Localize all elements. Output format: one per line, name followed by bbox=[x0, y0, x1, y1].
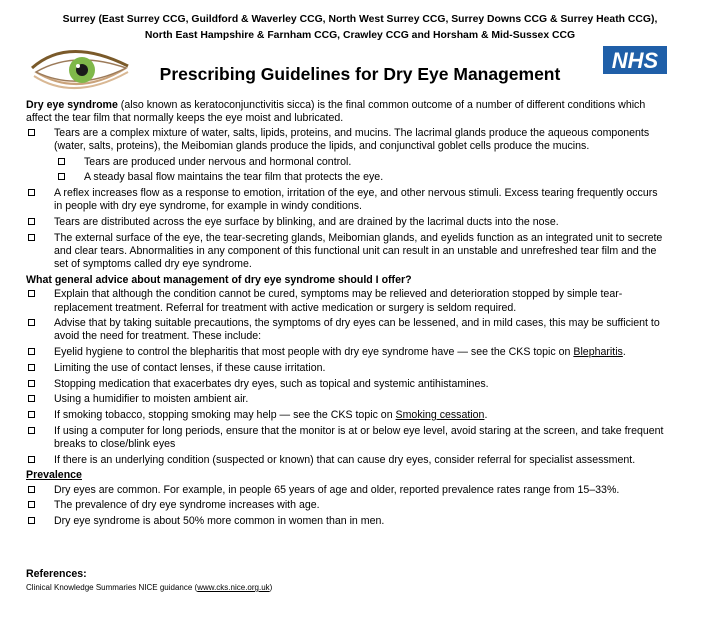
list-item bbox=[26, 409, 666, 422]
intro-text: (also known as keratoconjunctivitis sicca) is the final common outcome of a number of different conditions which affect the tear film that normally keeps the eye moist and lubricated. bbox=[26, 99, 646, 125]
checkbox-bullet-icon bbox=[28, 517, 35, 524]
list-item bbox=[26, 484, 666, 497]
list-item-text: Dry eyes are common. For example, in people 65 years of age and older, reported prevalence rates range from 15–33%. bbox=[54, 483, 620, 496]
list-item-text: A steady basal flow maintains the tear film that protects the eye. bbox=[84, 171, 384, 184]
list-item-text: Limiting the use of contact lenses, if these cause irritation. bbox=[54, 361, 326, 374]
checkbox-bullet-icon bbox=[28, 501, 35, 508]
list-item-text: Eyelid hygiene to control the blepharitis that most people with dry eye syndrome have — see the CKS topic on bbox=[54, 346, 574, 359]
list-item-text: Dry eye syndrome is about 50% more common in women than in men. bbox=[54, 514, 385, 527]
header-line-2: North East Hampshire & Farnham CCG, Crawley CCG and Horsham & Mid-Sussex CCG bbox=[144, 30, 576, 41]
list-item bbox=[26, 288, 666, 315]
list-item bbox=[26, 317, 666, 344]
list-item-text: . bbox=[484, 408, 488, 421]
list-item-text: If using a computer for long periods, ensure that the monitor is at or below eye level, avoid staring at the screen, and take frequent breaks to close/blink eyes bbox=[54, 424, 664, 450]
checkbox-bullet-icon bbox=[28, 411, 35, 418]
checkbox-bullet-icon bbox=[28, 319, 35, 326]
checkbox-bullet-icon bbox=[28, 348, 35, 355]
list-item bbox=[26, 362, 666, 375]
list-item-text: If there is an underlying condition (suspected or known) that can cause dry eyes, consider referral for specialist assessment. bbox=[54, 453, 636, 466]
header-line-1: Surrey (East Surrey CCG, Guildford & Waverley CCG, North West Surrey CCG, Surrey Downs CCG & Surrey Heath CCG), bbox=[62, 14, 658, 25]
checkbox-bullet-icon bbox=[28, 456, 35, 463]
page-title: Prescribing Guidelines for Dry Eye Management bbox=[159, 64, 561, 84]
checkbox-bullet-icon bbox=[28, 380, 35, 387]
references-text bbox=[26, 583, 272, 592]
checkbox-bullet-icon bbox=[28, 364, 35, 371]
list-item bbox=[26, 232, 666, 272]
list-item bbox=[26, 425, 666, 452]
list-item-text: Stopping medication that exacerbates dry eyes, such as topical and systemic antihistamines. bbox=[54, 377, 489, 390]
references-suffix: ) bbox=[269, 583, 273, 592]
advice-heading: What general advice about management of dry eye syndrome should I offer? bbox=[26, 273, 412, 286]
cks-link[interactable]: www.cks.nice.org.uk bbox=[197, 583, 270, 592]
list-item bbox=[26, 346, 666, 359]
list-item-text: Explain that although the condition cannot be cured, symptoms may be relieved and deterioration stopped by simple tear-replacement treatment. Referral for treatment with active medication or surgery is seldom required. bbox=[54, 288, 623, 314]
checkbox-bullet-icon bbox=[28, 395, 35, 402]
checkbox-bullet-icon bbox=[28, 129, 35, 136]
list-item bbox=[26, 156, 666, 169]
list-item-text: The external surface of the eye, the tear-secreting glands, Meibomian glands, and eyelids function as an integrated unit to secrete and clear tears. Abnormalities in any component of this functional unit can result in an unstable and unrefreshed tear film and the set of symptoms called dry eye syndrome. bbox=[54, 231, 663, 271]
checkbox-bullet-icon bbox=[58, 158, 65, 165]
intro-paragraph bbox=[26, 99, 666, 126]
list-item-text: Tears are produced under nervous and hormonal control. bbox=[84, 155, 352, 168]
list-item-text: Tears are distributed across the eye surface by blinking, and are drained by the lacrimal ducts into the nose. bbox=[54, 215, 559, 228]
list-item-text: Using a humidifier to moisten ambient air. bbox=[54, 393, 249, 406]
checkbox-bullet-icon bbox=[58, 173, 65, 180]
list-item bbox=[26, 127, 666, 154]
list-item bbox=[26, 216, 666, 229]
document-body bbox=[26, 99, 666, 531]
list-item bbox=[26, 187, 666, 214]
list-item-text: Tears are a complex mixture of water, salts, lipids, proteins, and mucins. The lacrimal glands produce the aqueous components (water, salts, proteins), the Meibomian glands produce the lipids, and conjunctival goblet cells produce the mucins. bbox=[54, 126, 650, 152]
nhs-logo-text: NHS bbox=[611, 48, 659, 73]
prevalence-heading: Prevalence bbox=[26, 469, 82, 482]
smoking-cessation-link[interactable]: Smoking cessation bbox=[395, 408, 485, 421]
intro-term: Dry eye syndrome bbox=[26, 99, 118, 111]
checkbox-bullet-icon bbox=[28, 218, 35, 225]
list-item-text: If smoking tobacco, stopping smoking may help — see the CKS topic on bbox=[54, 408, 396, 421]
checkbox-bullet-icon bbox=[28, 486, 35, 493]
checkbox-bullet-icon bbox=[28, 427, 35, 434]
checkbox-bullet-icon bbox=[28, 189, 35, 196]
list-item bbox=[26, 454, 666, 467]
references-prefix: Clinical Knowledge Summaries NICE guidance ( bbox=[26, 583, 198, 592]
list-item bbox=[26, 171, 666, 184]
references-heading: References: bbox=[26, 568, 87, 580]
checkbox-bullet-icon bbox=[28, 290, 35, 297]
list-item-text: . bbox=[622, 346, 626, 359]
list-item-text: The prevalence of dry eye syndrome increases with age. bbox=[54, 499, 320, 512]
blepharitis-link[interactable]: Blepharitis bbox=[573, 346, 623, 359]
list-item bbox=[26, 515, 666, 528]
list-item-text: A reflex increases flow as a response to emotion, irritation of the eye, and other nervous stimuli. Excess tearing frequently occurs in people with dry eye syndrome, for example in windy conditions. bbox=[54, 186, 658, 213]
list-item bbox=[26, 393, 666, 406]
checkbox-bullet-icon bbox=[28, 234, 35, 241]
document-header bbox=[0, 12, 720, 44]
list-item-text: Advise that by taking suitable precautions, the symptoms of dry eyes can be lessened, and in mild cases, this may be sufficient to avoid the need for treatment. These include: bbox=[54, 317, 660, 343]
list-item bbox=[26, 499, 666, 512]
list-item bbox=[26, 378, 666, 391]
